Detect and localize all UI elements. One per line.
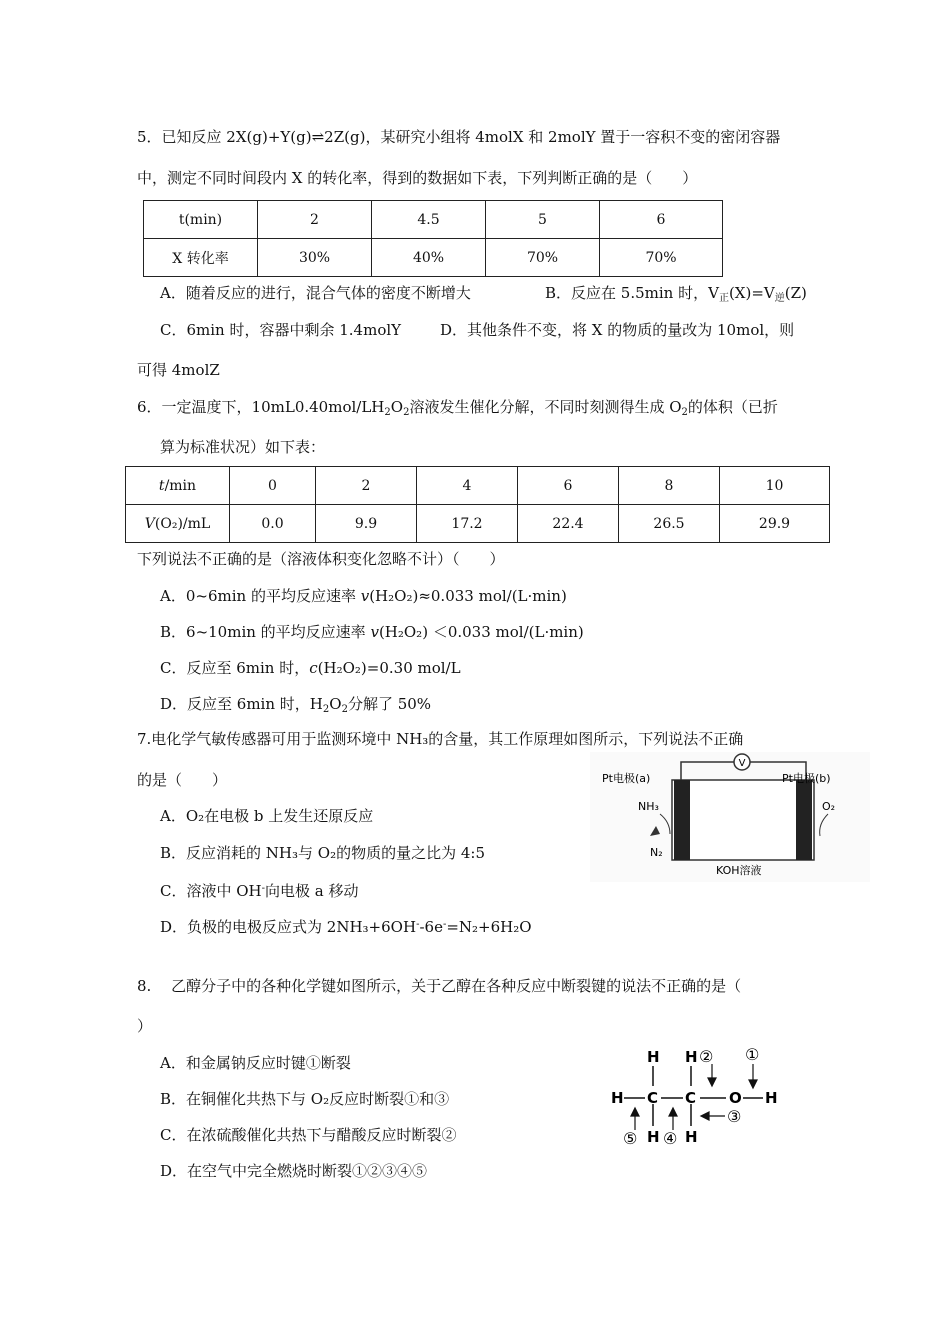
arrow-head-icon xyxy=(631,1108,639,1116)
q5-cell: 6 xyxy=(600,201,723,239)
q6-cell: 10 xyxy=(720,467,830,505)
q5-cell: 2 xyxy=(258,201,372,239)
q5-option-b-sub1: 正 xyxy=(718,293,729,304)
voltmeter-label: V xyxy=(738,758,746,769)
q5-cell: 4.5 xyxy=(372,201,486,239)
q6-cell: 6 xyxy=(518,467,619,505)
q6-table-row xyxy=(126,505,830,543)
q5-option-c: C．6min 时，容器中剩余 1.4molY xyxy=(160,321,402,339)
q7-stem-line1: 7.电化学气敏传感器可用于监测环境中 NH₃的含量，其工作原理如图所示，下列说法不正确 xyxy=(137,730,744,748)
q6-header-t: t/min xyxy=(126,467,230,505)
q6-sub: 2 xyxy=(403,407,410,418)
label-n2: N₂ xyxy=(650,846,663,859)
arrow-head-icon xyxy=(749,1080,757,1088)
koh-cell xyxy=(672,780,814,860)
atom-c: C xyxy=(647,1089,659,1107)
q7-option-d: D．负极的电极反应式为 2NH₃+6OH--6e-=N₂+6H₂O xyxy=(160,918,532,936)
q5-table xyxy=(143,200,723,277)
q6-option-c: C．反应至 6min 时，c(H₂O₂)=0.30 mol/L xyxy=(160,659,461,677)
q6-cell: 17.2 xyxy=(417,505,518,543)
q8-option-c: C．在浓硫酸催化共热下与醋酸反应时断裂② xyxy=(160,1126,457,1144)
q5-stem-line1: 5．已知反应 2X(g)+Y(g)⇌2Z(g)，某研究小组将 4molX 和 2molY 置于一容积不变的密闭容器 xyxy=(137,128,781,146)
q7-option-c: C．溶液中 OH-向电极 a 移动 xyxy=(160,882,359,900)
q5-option-d-cont: 可得 4molZ xyxy=(137,361,220,379)
bond-label-3: ③ xyxy=(727,1107,742,1126)
q6-sub: 2 xyxy=(681,407,688,418)
atom-h: H xyxy=(647,1128,660,1146)
q6-cell: 26.5 xyxy=(619,505,720,543)
q8-option-a: A．和金属钠反应时键①断裂 xyxy=(160,1054,351,1072)
q6-header-v: V(O₂)/mL xyxy=(126,505,230,543)
label-o2: O₂ xyxy=(822,800,836,813)
atom-h: H xyxy=(685,1128,698,1146)
q7-stem-line2: 的是（ ） xyxy=(137,771,228,789)
q5-stem-line2: 中，测定不同时间段内 X 的转化率，得到的数据如下表，下列判断正确的是（ ） xyxy=(137,169,698,187)
q6-table-row xyxy=(126,467,830,505)
label-electrode-b: Pt电极(b) xyxy=(782,772,831,785)
q7-option-a: A．O₂在电极 b 上发生还原反应 xyxy=(160,807,374,825)
q8-option-b: B．在铜催化共热下与 O₂反应时断裂①和③ xyxy=(160,1090,450,1108)
q5-cell: 70% xyxy=(486,239,600,277)
q6-option-a: A．0~6min 的平均反应速率 v(H₂O₂)≈0.033 mol/(L·min) xyxy=(160,587,567,605)
bond-label-1: ① xyxy=(745,1045,760,1064)
q5-option-d: D．其他条件不变，将 X 的物质的量改为 10mol，则 xyxy=(440,321,795,339)
q6-question: 下列说法不正确的是（溶液体积变化忽略不计）（ ） xyxy=(137,550,505,568)
q6-stem-c: 的体积（已折 xyxy=(687,398,778,416)
q8-stem-line1: 8. 乙醇分子中的各种化学键如图所示，关于乙醇在各种反应中断裂键的说法不正确的是（ xyxy=(137,977,742,995)
q6-stem-line2: 算为标准状况）如下表： xyxy=(160,438,326,456)
q6-cell: 22.4 xyxy=(518,505,619,543)
q7-sensor-diagram xyxy=(590,752,870,882)
q6-cell: 0 xyxy=(230,467,316,505)
q6-table xyxy=(125,466,830,543)
q5-cell: t(min) xyxy=(144,201,258,239)
q5-table-row xyxy=(144,239,723,277)
q5-option-a: A．随着反应的进行，混合气体的密度不断增大 xyxy=(160,284,471,302)
q5-option-b-pre: B．反应在 5.5min 时，V xyxy=(545,284,719,302)
q6-cell: 2 xyxy=(316,467,417,505)
atom-h: H xyxy=(765,1089,778,1107)
q6-o-letter: O xyxy=(390,398,404,416)
q8-ethanol-structure xyxy=(605,1042,790,1152)
bond-label-5: ⑤ xyxy=(623,1129,638,1148)
q6-stem-b: 溶液发生催化分解，不同时刻测得生成 O xyxy=(409,398,682,416)
label-koh: KOH溶液 xyxy=(716,864,762,877)
q5-cell: 5 xyxy=(486,201,600,239)
q6-sub: 2 xyxy=(384,407,391,418)
electrode-b xyxy=(796,780,812,860)
atom-h: H xyxy=(685,1048,698,1066)
q5-option-b xyxy=(545,283,807,309)
q5-option-b-post: (Z) xyxy=(784,284,807,302)
q5-cell: 30% xyxy=(258,239,372,277)
q6-stem-a: 6．一定温度下，10mL0.40mol/LH xyxy=(137,398,385,416)
bond-label-2: ② xyxy=(699,1047,714,1066)
q5-option-b-mid: (X)=V xyxy=(728,284,775,302)
q8-stem-line2: ） xyxy=(137,1017,153,1035)
q5-table-row xyxy=(144,201,723,239)
q6-cell: 0.0 xyxy=(230,505,316,543)
q5-cell: X 转化率 xyxy=(144,239,258,277)
electrode-a xyxy=(674,780,690,860)
atom-c: C xyxy=(685,1089,697,1107)
label-electrode-a: Pt电极(a) xyxy=(602,772,651,785)
atom-h: H xyxy=(647,1048,660,1066)
q5-cell: 70% xyxy=(600,239,723,277)
q6-cell: 8 xyxy=(619,467,720,505)
q6-cell: 4 xyxy=(417,467,518,505)
q5-option-b-sub2: 逆 xyxy=(774,293,785,304)
q6-option-d: D．反应至 6min 时，$H_2O_2$分解了 50% xyxy=(160,695,432,715)
q6-option-b: B．6~10min 的平均反应速率 v(H₂O₂) ＜0.033 mol/(L·min) xyxy=(160,623,584,641)
q8-option-d: D．在空气中完全燃烧时断裂①②③④⑤ xyxy=(160,1162,428,1180)
arrow-head-icon xyxy=(669,1108,677,1116)
arrow-head-icon xyxy=(701,1112,709,1120)
q5-cell: 40% xyxy=(372,239,486,277)
q6-cell: 9.9 xyxy=(316,505,417,543)
bond-label-4: ④ xyxy=(663,1129,678,1148)
q6-cell: 29.9 xyxy=(720,505,830,543)
q6-stem-line1 xyxy=(137,397,778,423)
atom-h: H xyxy=(611,1089,624,1107)
q7-option-b: B．反应消耗的 NH₃与 O₂的物质的量之比为 4:5 xyxy=(160,844,485,862)
atom-o: O xyxy=(729,1089,742,1107)
label-nh3: NH₃ xyxy=(638,800,659,813)
arrow-head-icon xyxy=(708,1078,716,1086)
